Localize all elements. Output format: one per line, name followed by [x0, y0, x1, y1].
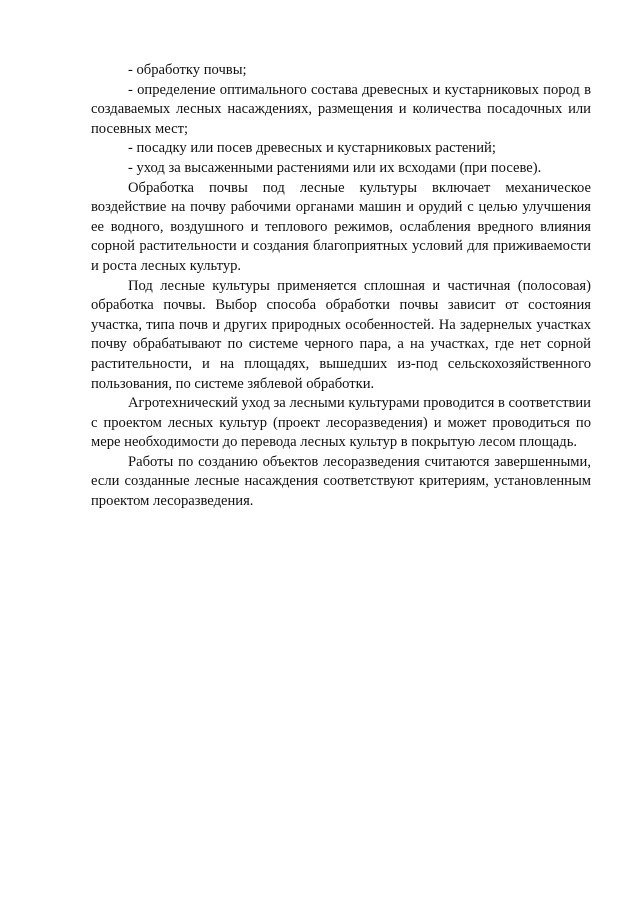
paragraph-works-completion: Работы по созданию объектов лесоразведения считаются завершенными, если созданные лесные насаждения соответствуют критериям, установленным проектом лесоразведения.: [91, 453, 591, 510]
list-item: - определение оптимального состава древесных и кустарниковых пород в создаваемых лесных насаждениях, размещения и количества посадочных или посевных мест;: [91, 81, 591, 137]
list-item: - обработку почвы;: [128, 62, 247, 78]
paragraph-treatment-methods: Под лесные культуры применяется сплошная и частичная (полосовая) обработка почвы. Выбор способа обработки почвы зависит от состояния участка, типа почв и других природных особенностей. На задернелых участках почву обрабатывают по системе черного пара, а на участках, где нет сорной растительности, и на площадях, вышедших из-под сельскохозяйственного пользования, по системе зяблевой обработки.: [91, 277, 591, 392]
list-item: - уход за высаженными растениями или их всходами (при посеве).: [128, 159, 542, 176]
paragraph-soil-treatment: Обработка почвы под лесные культуры включает механическое воздействие на почву рабочими органами машин и орудий с целью улучшения ее водного, воздушного и теплового режимов, ослабления вредного влияния сорной растительности и создания благоприятных условий для приживаемости и роста лесных культур.: [91, 179, 591, 274]
paragraph-agrotechnical-care: Агротехнический уход за лесными культурами проводится в соответствии с проектом лесных культур (проект лесоразведения) и может проводиться по мере необходимости до перевода лесных культур в покрытую лесом площадь.: [91, 395, 591, 451]
list-item: - посадку или посев древесных и кустарниковых растений;: [128, 140, 496, 157]
document-body: [91, 61, 591, 512]
